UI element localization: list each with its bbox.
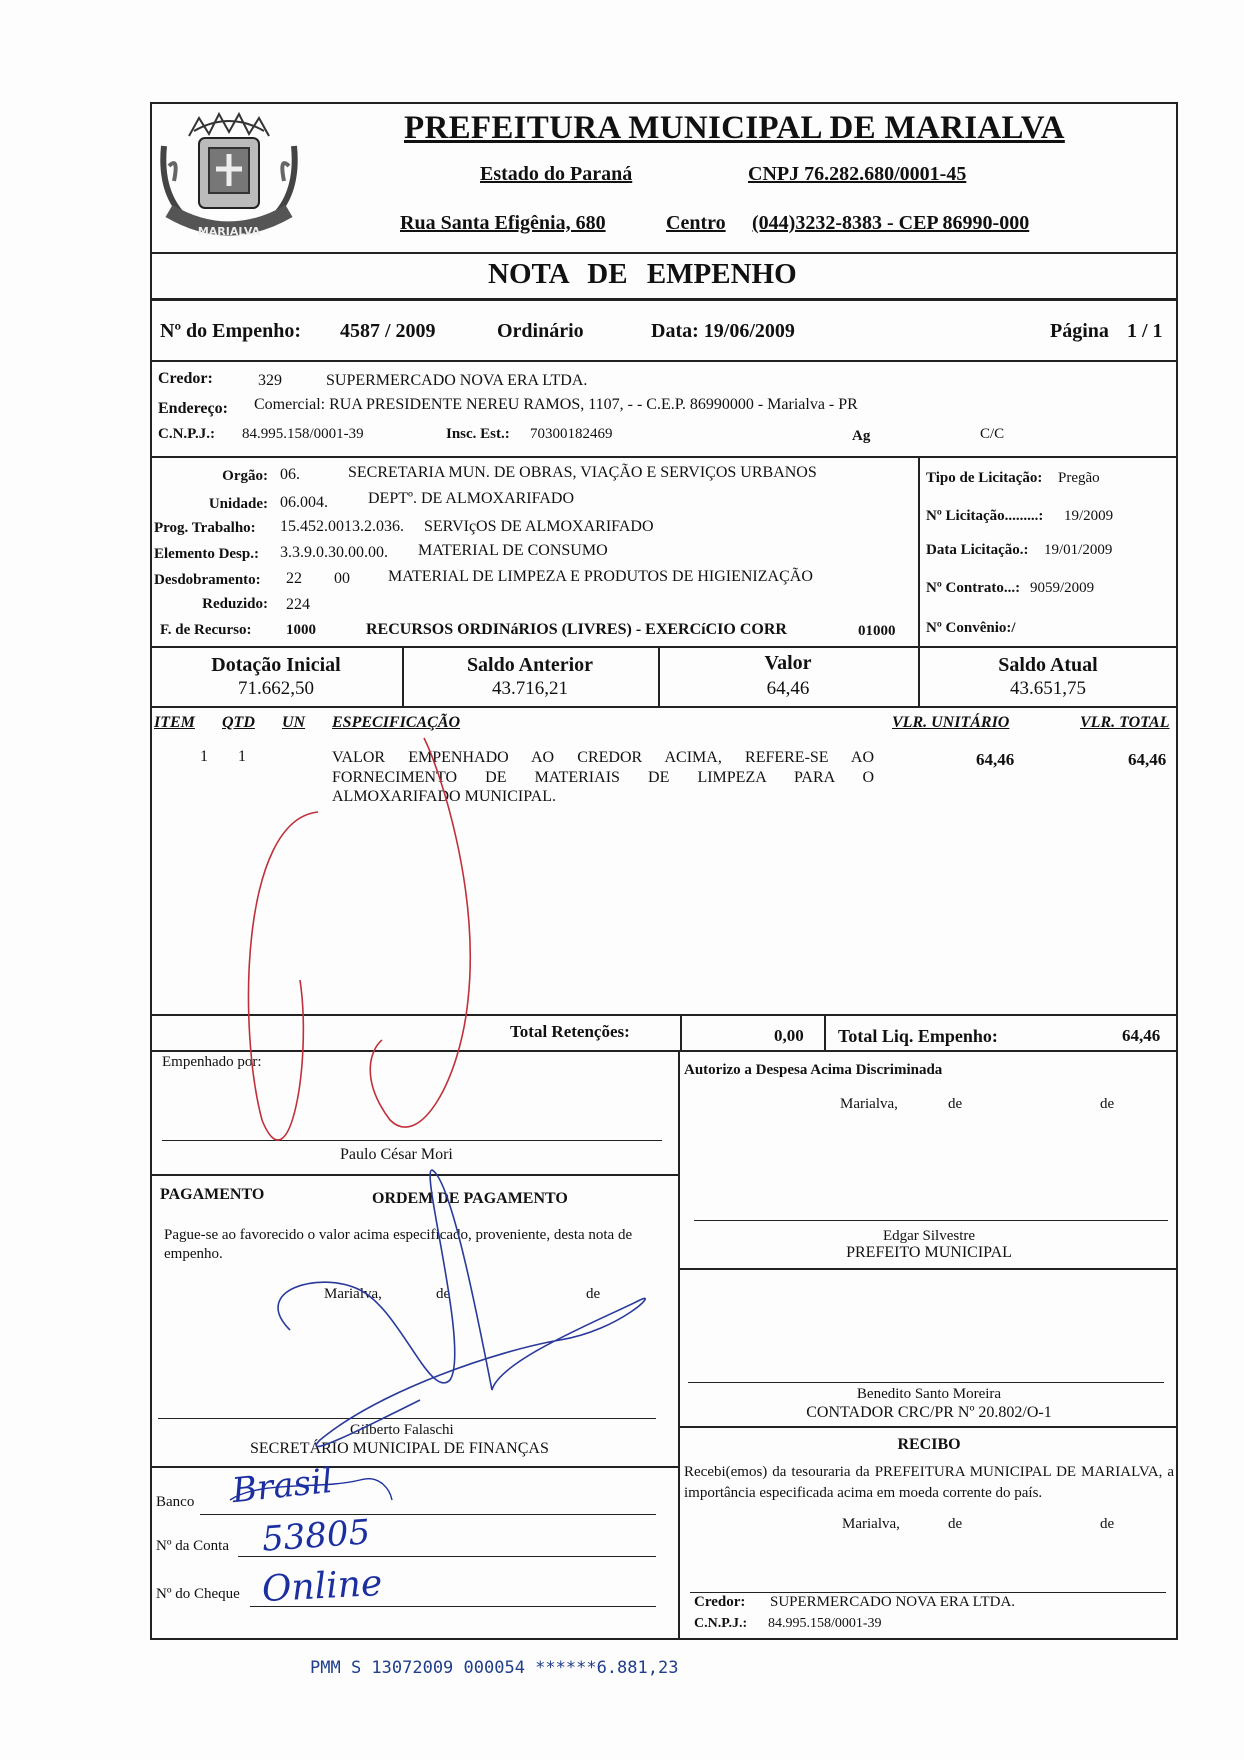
autorizo-de2: de [1100, 1096, 1115, 1112]
item-qtd: 1 [238, 748, 246, 765]
secretario-title: SECRETÁRIO MUNICIPAL DE FINANÇAS [250, 1440, 549, 1457]
desdobramento-label: Desdobramento: [154, 572, 261, 588]
recibo-title: RECIBO [897, 1436, 961, 1453]
desdobramento-name: MATERIAL DE LIMPEZA E PRODUTOS DE HIGIENIZAÇÃO [388, 568, 813, 585]
credor-cnpj: 84.995.158/0001-39 [242, 426, 364, 442]
recibo-de2: de [1100, 1516, 1115, 1532]
conta-handwriting: 53805 [260, 1512, 372, 1560]
recibo-text: Recebi(emos) da tesouraria da PREFEITURA MUNICIPAL DE MARIALVA, a importância especificada acima em moeda corrente do país. [684, 1464, 1174, 1501]
address-phone-cep: (044)3232-8383 - CEP 86990-000 [752, 212, 1030, 234]
item-spec-line1: VALOR EMPENHADO AO CREDOR ACIMA, REFERE-SE AO [332, 749, 874, 766]
dotacao-value: 71.662,50 [238, 678, 314, 699]
convenio-label: Nº Convênio:/ [926, 620, 1016, 636]
ordem-pagamento-label: ORDEM DE PAGAMENTO [372, 1190, 568, 1207]
divider [918, 456, 920, 646]
divider [824, 1014, 826, 1050]
divider [678, 1268, 1178, 1270]
document-title: NOTA DE EMPENHO [488, 258, 797, 290]
signature-line [690, 1592, 1166, 1593]
recurso-code2: 01000 [858, 623, 896, 639]
col-un: UN [282, 714, 306, 731]
divider [678, 1050, 680, 1640]
divider [150, 1174, 678, 1176]
cnpj-label: C.N.P.J.: [158, 426, 215, 442]
coat-of-arms-icon [154, 106, 304, 254]
conta-label: Nº da Conta [156, 1538, 229, 1554]
saldo-anterior-value: 43.716,21 [492, 678, 568, 699]
signature-line [158, 1418, 656, 1419]
address-street: Rua Santa Efigênia, 680 [400, 212, 606, 234]
insc-label: Insc. Est.: [446, 426, 510, 442]
signature-line [688, 1382, 1164, 1383]
cnpj-header: CNPJ 76.282.680/0001-45 [748, 163, 967, 185]
col-vlr-unit: VLR. UNITÁRIO [892, 714, 1010, 731]
empenho-number: 4587 / 2009 [340, 320, 436, 342]
data-licitacao: 19/01/2009 [1044, 542, 1113, 558]
orgao-name: SECRETARIA MUN. DE OBRAS, VIAÇÃO E SERVIÇOS URBANOS [348, 464, 817, 481]
saldo-anterior-label: Saldo Anterior [466, 654, 594, 676]
recibo-credor-name: SUPERMERCADO NOVA ERA LTDA. [770, 1594, 1016, 1610]
divider [150, 456, 1178, 458]
page-label: Página [1050, 320, 1109, 342]
col-vlr-total: VLR. TOTAL [1080, 714, 1170, 731]
elemento-label: Elemento Desp.: [154, 546, 259, 562]
ag-label: Ag [852, 428, 871, 444]
recurso-name: RECURSOS ORDINáRIOS (LIVRES) - EXERCíCIO CORR [366, 621, 787, 638]
divider [678, 1426, 1178, 1428]
orgao-label: Orgão: [222, 468, 268, 484]
pagamento-de2: de [586, 1286, 601, 1302]
pagamento-de1: de [436, 1286, 451, 1302]
unidade-label: Unidade: [208, 496, 268, 512]
numero-licitacao: 19/2009 [1064, 508, 1114, 524]
banco-handwriting: Brasil [230, 1460, 335, 1512]
divider [150, 360, 1178, 362]
elemento-code: 3.3.9.0.30.00.00. [280, 544, 388, 561]
autorizo-city: Marialva, [840, 1096, 898, 1112]
recibo-de1: de [948, 1516, 963, 1532]
total-liq-label: Total Liq. Empenho: [838, 1026, 998, 1046]
banco-line [200, 1514, 656, 1515]
item-spec-line2: FORNECIMENTO DE MATERIAIS DE LIMPEZA PARA O [332, 769, 874, 786]
contador-name: Benedito Santo Moreira [856, 1386, 1002, 1402]
item-number: 1 [200, 748, 208, 765]
retencoes-label: Total Retenções: [510, 1022, 630, 1041]
cheque-label: Nº do Cheque [156, 1586, 240, 1602]
divider [150, 646, 1178, 648]
unidade-name: DEPTº. DE ALMOXARIFADO [368, 490, 574, 507]
recibo-city: Marialva, [842, 1516, 900, 1532]
autorizo-label: Autorizo a Despesa Acima Discriminada [684, 1062, 943, 1078]
total-liq-value: 64,46 [1122, 1026, 1161, 1045]
valor-value: 64,46 [766, 678, 810, 699]
prefeito-name: Edgar Silvestre [882, 1228, 976, 1244]
empenho-date: Data: 19/06/2009 [651, 320, 795, 342]
credor-label: Credor: [158, 370, 213, 387]
desdobramento-sub: 00 [334, 570, 350, 587]
empenho-number-label: Nº do Empenho: [160, 320, 302, 342]
divider [150, 1050, 1178, 1052]
recibo-cnpj: 84.995.158/0001-39 [768, 1616, 882, 1631]
prefeito-title: PREFEITO MUNICIPAL [846, 1244, 1012, 1261]
state-label: Estado do Paraná [480, 163, 633, 185]
tipo-licitacao: Pregão [1058, 470, 1100, 486]
insc-value: 70300182469 [530, 426, 613, 442]
signature-line [162, 1140, 662, 1141]
saldo-atual-label: Saldo Atual [998, 654, 1098, 676]
cheque-handwriting: Online [261, 1562, 384, 1611]
recurso-code: 1000 [286, 622, 316, 638]
prog-code: 15.452.0013.2.036. [280, 518, 404, 535]
pague-text: Pague-se ao favorecido o valor acima especificado, proveniente, desta nota de empenho. [164, 1227, 633, 1262]
prog-label: Prog. Trabalho: [154, 520, 256, 536]
svg-text:MARIALVA: MARIALVA [197, 225, 261, 238]
divider [150, 298, 1178, 301]
col-spec: ESPECIFICAÇÃO [332, 714, 461, 731]
recibo-credor-label: Credor: [694, 1594, 746, 1610]
valor-label: Valor [764, 652, 812, 674]
cc-label: C/C [980, 426, 1005, 442]
recibo-cnpj-label: C.N.P.J.: [694, 1616, 748, 1631]
prog-name: SERVIçOS DE ALMOXARIFADO [424, 518, 654, 535]
credor-address: Comercial: RUA PRESIDENTE NEREU RAMOS, 1107, - - C.E.P. 86990000 - Marialva - PR [254, 396, 858, 413]
item-vlr-total: 64,46 [1128, 750, 1167, 769]
contador-title: CONTADOR CRC/PR Nº 20.802/O-1 [806, 1404, 1052, 1421]
orgao-code: 06. [280, 466, 300, 483]
elemento-name: MATERIAL DE CONSUMO [418, 542, 608, 559]
empenhado-label: Empenhado por: [162, 1054, 262, 1070]
data-licitacao-label: Data Licitação.: [926, 542, 1029, 558]
col-qtd: QTD [222, 714, 255, 731]
divider [150, 252, 1178, 254]
banco-label: Banco [156, 1494, 195, 1510]
divider [150, 1014, 1178, 1016]
contrato-value: 9059/2009 [1030, 580, 1095, 596]
reduzido-label: Reduzido: [202, 596, 268, 612]
pagamento-label: PAGAMENTO [160, 1186, 265, 1203]
divider [150, 1466, 678, 1468]
divider [150, 706, 1178, 708]
desdobramento-code: 22 [286, 570, 302, 587]
item-vlr-unit: 64,46 [976, 750, 1015, 769]
address-district: Centro [666, 212, 726, 234]
autorizo-de1: de [948, 1096, 963, 1112]
col-item: ITEM [154, 714, 195, 731]
divider [680, 1014, 682, 1050]
dotacao-label: Dotação Inicial [211, 654, 341, 676]
signature-line [694, 1220, 1168, 1221]
empenho-type: Ordinário [497, 320, 584, 342]
unidade-code: 06.004. [280, 494, 328, 511]
page-number: 1 / 1 [1127, 320, 1163, 342]
contrato-label: Nº Contrato...: [926, 580, 1021, 596]
pagamento-city: Marialva, [324, 1286, 382, 1302]
empenhado-name: Paulo César Mori [340, 1146, 453, 1163]
saldo-atual-value: 43.651,75 [1010, 678, 1086, 699]
page-title: PREFEITURA MUNICIPAL DE MARIALVA [404, 110, 1065, 146]
retencoes-value: 0,00 [774, 1026, 804, 1045]
item-spec-line3: ALMOXARIFADO MUNICIPAL. [332, 788, 557, 805]
secretario-name: Gilberto Falaschi [350, 1422, 454, 1438]
numero-licitacao-label: Nº Licitação.........: [926, 508, 1044, 524]
endereco-label: Endereço: [158, 400, 228, 417]
tipo-licitacao-label: Tipo de Licitação: [926, 470, 1043, 486]
credor-name: SUPERMERCADO NOVA ERA LTDA. [326, 372, 588, 389]
credor-code: 329 [258, 372, 282, 389]
recurso-label: F. de Recurso: [160, 622, 252, 638]
footer-stamp: PMM S 13072009 000054 ******6.881,23 [310, 1658, 679, 1678]
reduzido-value: 224 [286, 596, 310, 613]
